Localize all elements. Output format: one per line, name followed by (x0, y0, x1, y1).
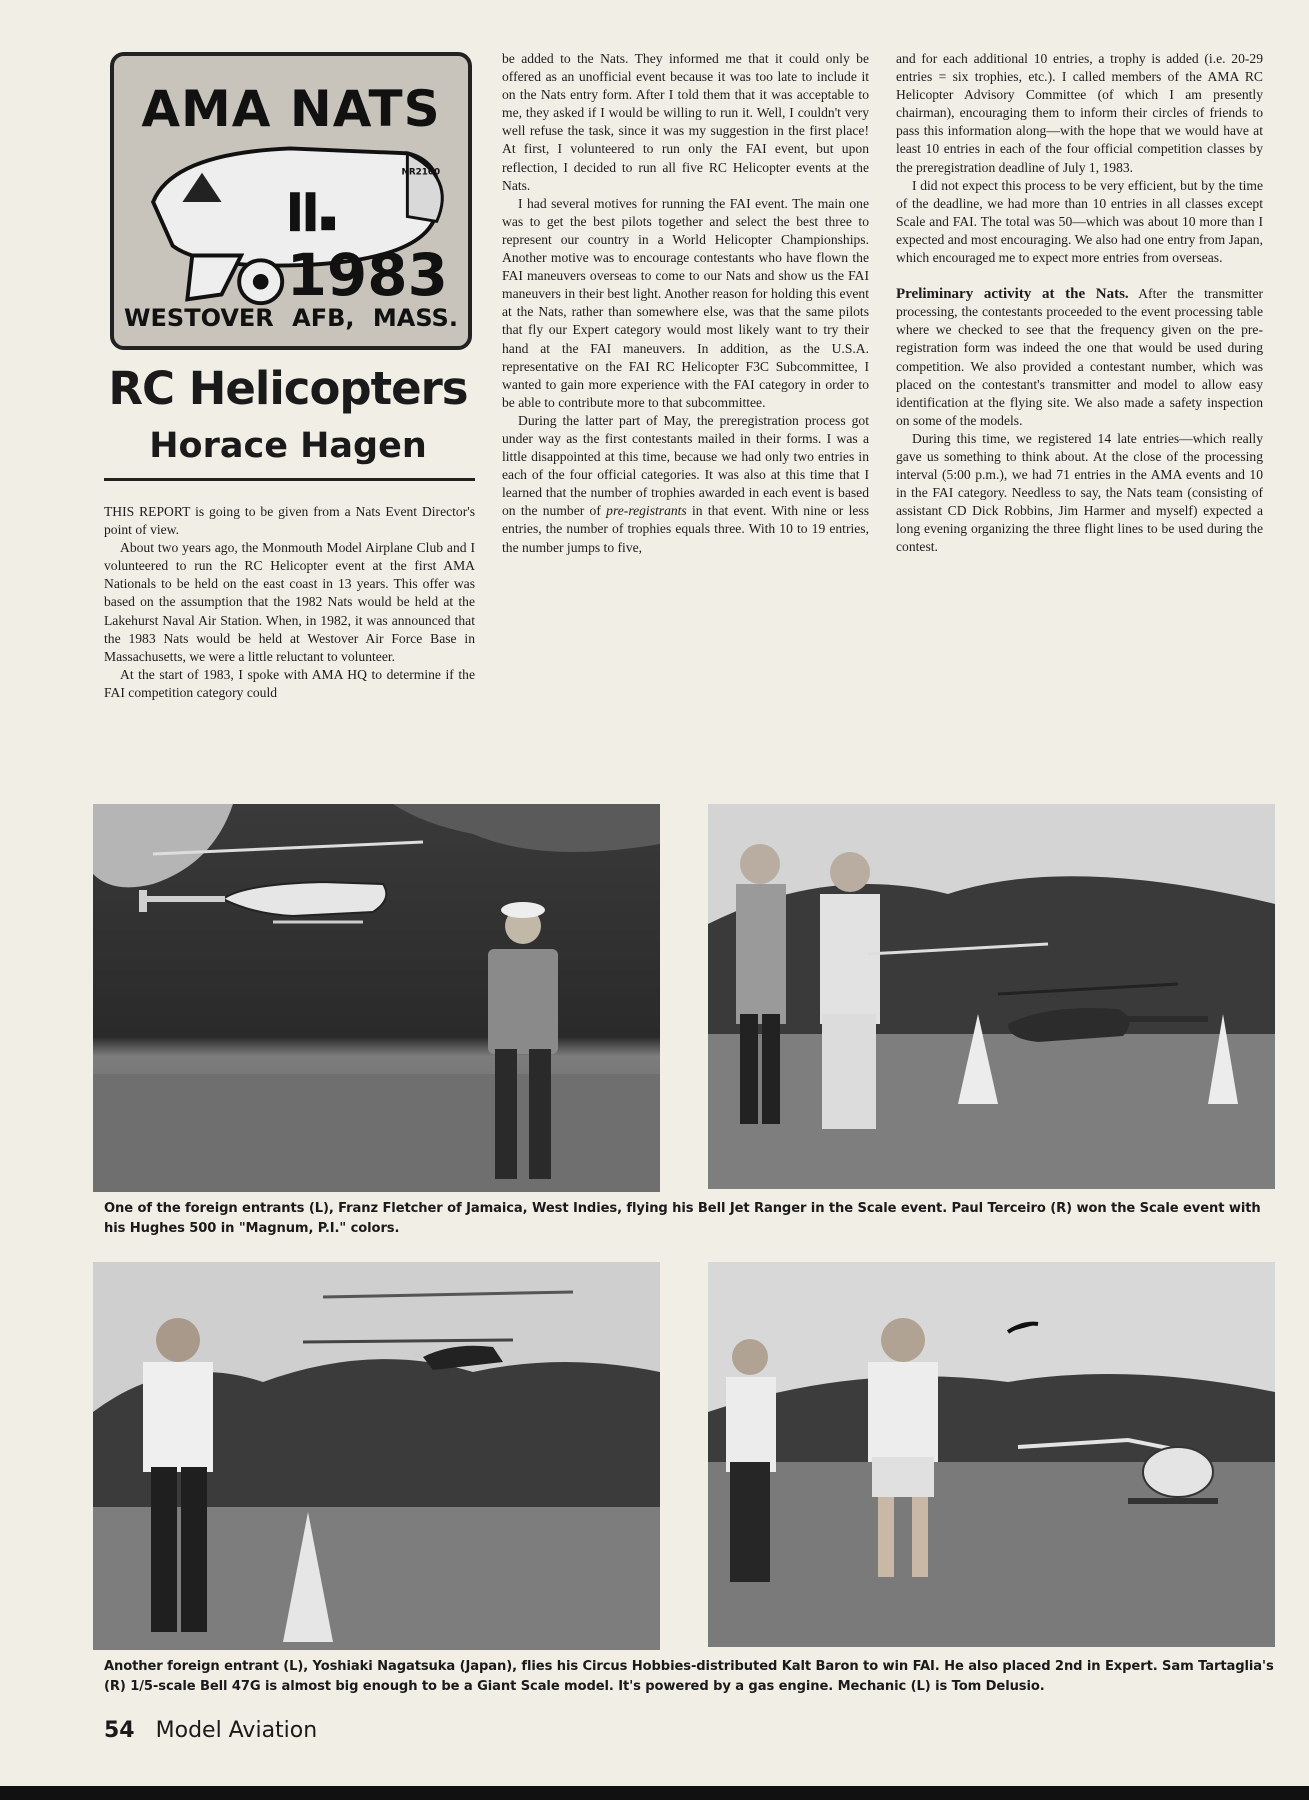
paragraph-text: in that event. With nine or less entries, the number of trophies equals three. With 10 to 19 entries, the number jumps to five, (502, 503, 869, 555)
text-column-1 (104, 503, 475, 702)
paragraph-text: During the latter part of May, the preregistration process got under way as the first contestants mailed in their forms. I was a little disappointed at this time, because we had only two entries in each of the four official categories. It was also at this time that I learned that the number of trophies awarded in each event is based on the number of (502, 412, 869, 519)
magazine-name: Model Aviation (155, 1718, 318, 1743)
article-title: RC Helicopters (108, 362, 468, 415)
nats-logo-badge (110, 52, 472, 350)
plane-registration: NR2100 (401, 167, 441, 178)
paragraph: About two years ago, the Monmouth Model Airplane Club and I volunteered to run the RC Helicopter event at the first AMA Nationals to be held on the east coast in 13 years. This offer was based on the assumption that the 1982 Nats would be held at the Lakehurst Naval Air Station. When, in 1982, it was announced that the 1983 Nats would be held at Westover Air Force Base in Massachusetts, we were a little reluctant to volunteer. (104, 540, 475, 664)
article-author: Horace Hagen (149, 426, 427, 466)
photo-hughes-500 (708, 804, 1275, 1189)
paragraph-text: After the transmitter processing, the contestants proceeded to the event processing table where we checked to see that the frequency given on the pre-registration form was indeed the one that would be used during competition. We also provided a contestant number, which was placed on the contestant's transmitter and model to allow easy identification at the flying site. We also made a safety inspection on some of the models. (896, 286, 1263, 428)
page-footer (104, 1718, 317, 1743)
photo-kalt-baron (93, 1262, 660, 1650)
scan-edge (0, 1786, 1309, 1800)
photo-caption-bottom: Another foreign entrant (L), Yoshiaki Nagatsuka (Japan), flies his Circus Hobbies-distributed Kalt Baron to win FAI. He also placed 2nd in Expert. Sam Tartaglia's (R) 1/5-scale Bell 47G is almost big enough to be a Giant Scale model. It's powered by a gas engine. Mechanic (L) is Tom Delusio. (104, 1659, 1274, 1694)
paragraph: During this time, we registered 14 late entries—which really gave us something to think about. At the close of the processing interval (5:00 p.m.), we had 71 entries in the AMA events and 10 in the FAI category. Needless to say, the Nats team (consisting of assistant CD Dick Robbins, Jim Harmer and myself) expected a long evening organizing the three flight lines to be used during the contest. (896, 430, 1263, 555)
paragraph: At the start of 1983, I spoke with AMA HQ to determine if the FAI competition category could (104, 666, 475, 700)
paragraph: I did not expect this process to be very efficient, but by the time of the deadline, we had more than 10 entries in all classes except Scale and FAI. The total was 50—which was about 10 more than I expected and most encouraging. We also had one entry from Japan, which encouraged me to expect more entries from overseas. (896, 177, 1263, 266)
logo-title: AMA NATS (141, 80, 441, 138)
photo-caption-top: One of the foreign entrants (L), Franz Fletcher of Jamaica, West Indies, flying his Bell Jet Ranger in the Scale event. Paul Terceiro (R) won the Scale event with his Hughes 500 in "Magnum, P.I." colors. (104, 1201, 1261, 1236)
paragraph: I had several motives for running the FAI event. The main one was to get the best pilots together and select the best three to represent our country in a World Helicopter Championships. Another motive was to encourage contestants who have flown the FAI maneuvers overseas to come to our Nats and show us the FAI maneuvers in their best light. Another reason for holding this event at the Nats, rather than somewhere else, was that the same pilots that fly our Expert category would most likely want to try their hand at the FAI maneuvers. In addition, as the U.S.A. representative on the FAI RC Helicopter F3C Subcommittee, I wanted to gain more experience with the FAI category in order to be able to contribute more to that subcommittee. (502, 195, 869, 410)
page-number: 54 (104, 1718, 135, 1743)
logo-location: WESTOVER AFB, MASS. (124, 304, 458, 332)
logo-year: 1983 (286, 241, 448, 309)
photo-bell-47g (708, 1262, 1275, 1647)
text-column-3 (896, 50, 1263, 557)
paragraph (896, 285, 1263, 430)
text-column-2 (502, 50, 869, 557)
photo-bell-jet-ranger (93, 804, 660, 1192)
paragraph (502, 412, 869, 557)
section-subheading: Preliminary activity at the Nats. (896, 286, 1129, 303)
paragraph: and for each additional 10 entries, a trophy is added (i.e. 20-29 entries = six trophies, etc.). I called members of the AMA RC Helicopter Advisory Committee (of which I am presently chairman), encouraging them to inform their circles of friends to pass this information along—with the hope that we would have at least 10 entries in each of the four official competition classes by the preregistration deadline of July 1, 1983. (896, 51, 1263, 175)
paragraph: be added to the Nats. They informed me that it could only be offered as an unofficial event because it was too late to include it on the Nats entry form. After I told them that it was acceptable to me, they asked if I would be willing to run it. Well, I couldn't very well refuse the task, since it was my suggestion in the first place! At first, I volunteered to run only the FAI event, but upon reflection, I decided to run all five RC Helicopter events at the Nats. (502, 51, 869, 193)
emphasis-text: pre-registrants (606, 503, 687, 519)
title-divider (104, 478, 475, 481)
paragraph: THIS REPORT is going to be given from a Nats Event Director's point of view. (104, 504, 475, 538)
